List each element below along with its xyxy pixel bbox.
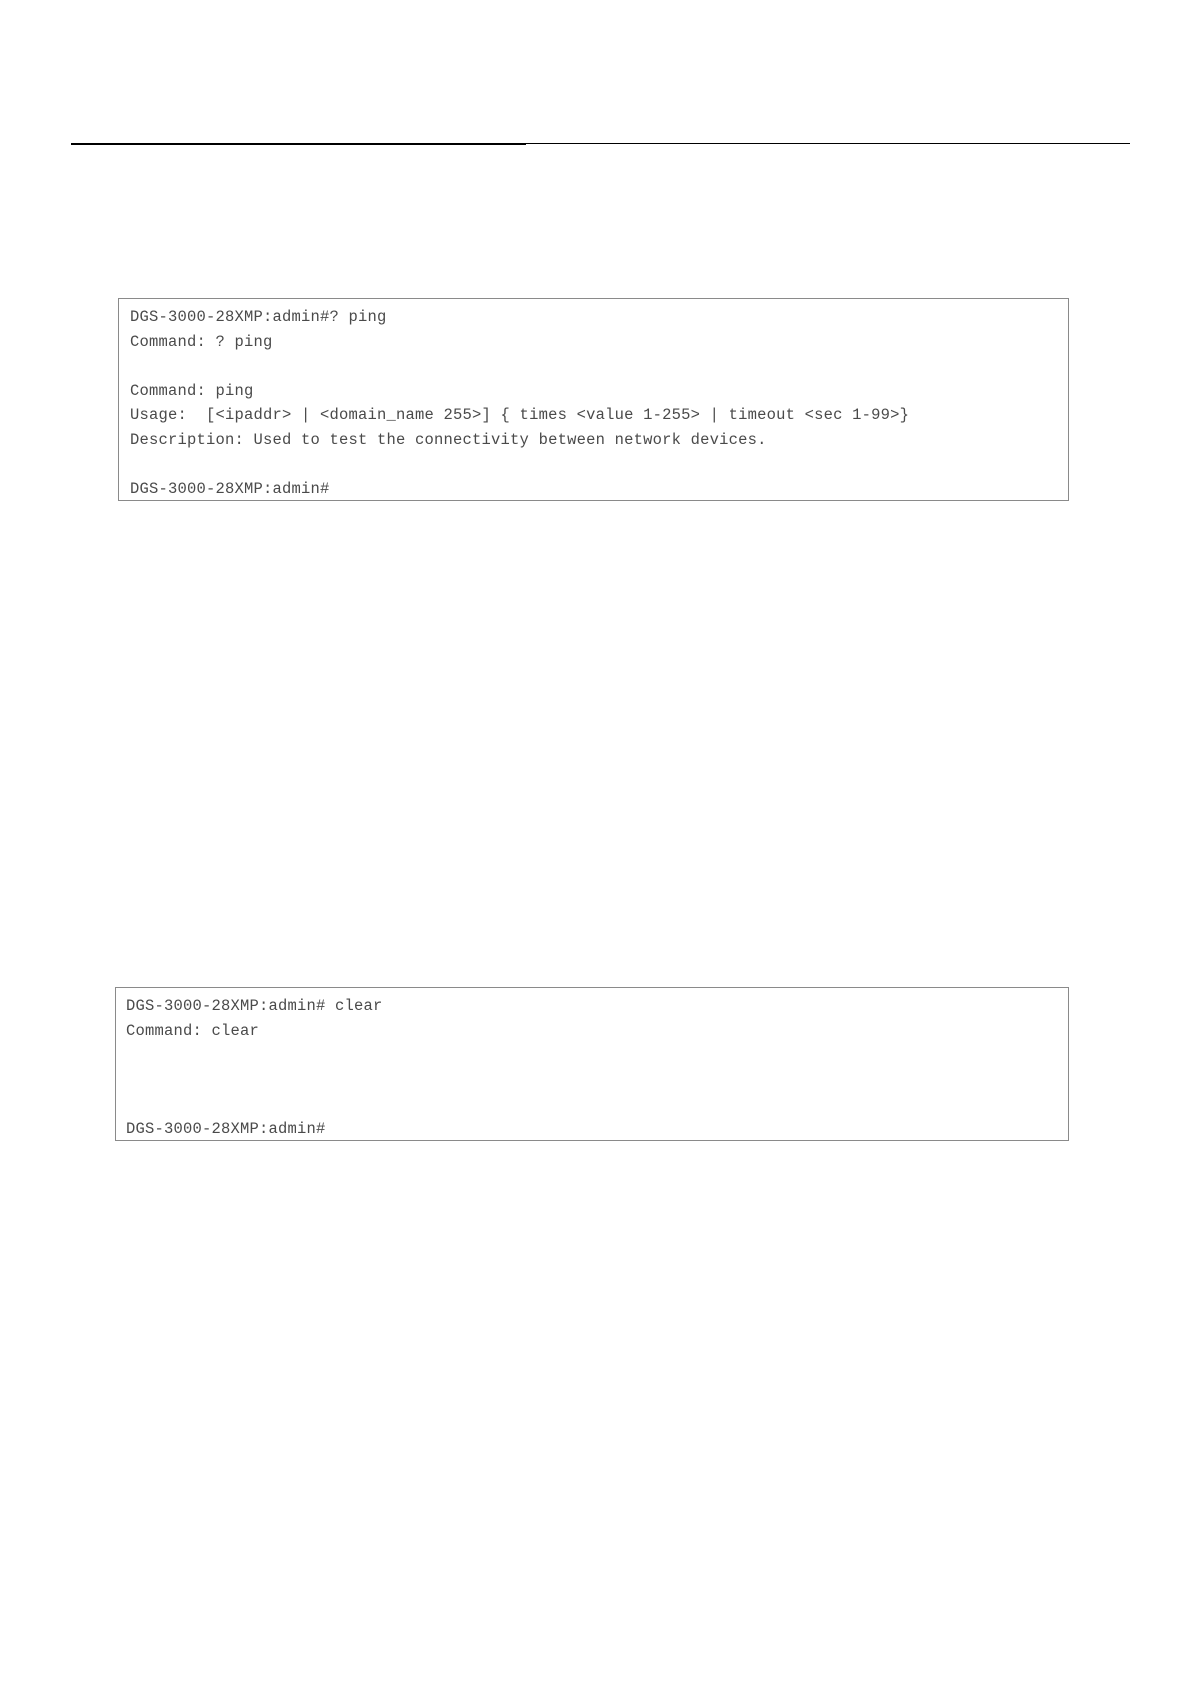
cli-example-ping: [118, 298, 1069, 501]
cli-line: [126, 1068, 1058, 1093]
cli-line: DGS-3000-28XMP:admin# clear: [126, 997, 383, 1015]
cli-line: DGS-3000-28XMP:admin#? ping: [130, 308, 387, 326]
cli-line: Description: Used to test the connectivity between network devices.: [130, 430, 767, 449]
cli-line: [130, 452, 1057, 477]
cli-example-clear: [115, 987, 1069, 1141]
cli-line: DGS-3000-28XMP:admin#: [126, 1119, 326, 1138]
header-divider-accent: [71, 144, 526, 145]
cli-line: Usage: [<ipaddr> | <domain_name 255>] { times <value 1-255> | timeout <sec 1-99>}: [130, 406, 910, 424]
cli-line: Command: ? ping: [130, 332, 273, 351]
cli-line: DGS-3000-28XMP:admin#: [130, 479, 330, 498]
cli-line: Command: clear: [126, 1021, 260, 1040]
cli-line: Command: ping: [130, 381, 254, 400]
cli-line: [126, 1043, 1058, 1068]
cli-line: [126, 1092, 1058, 1117]
cli-line: [130, 354, 1057, 379]
